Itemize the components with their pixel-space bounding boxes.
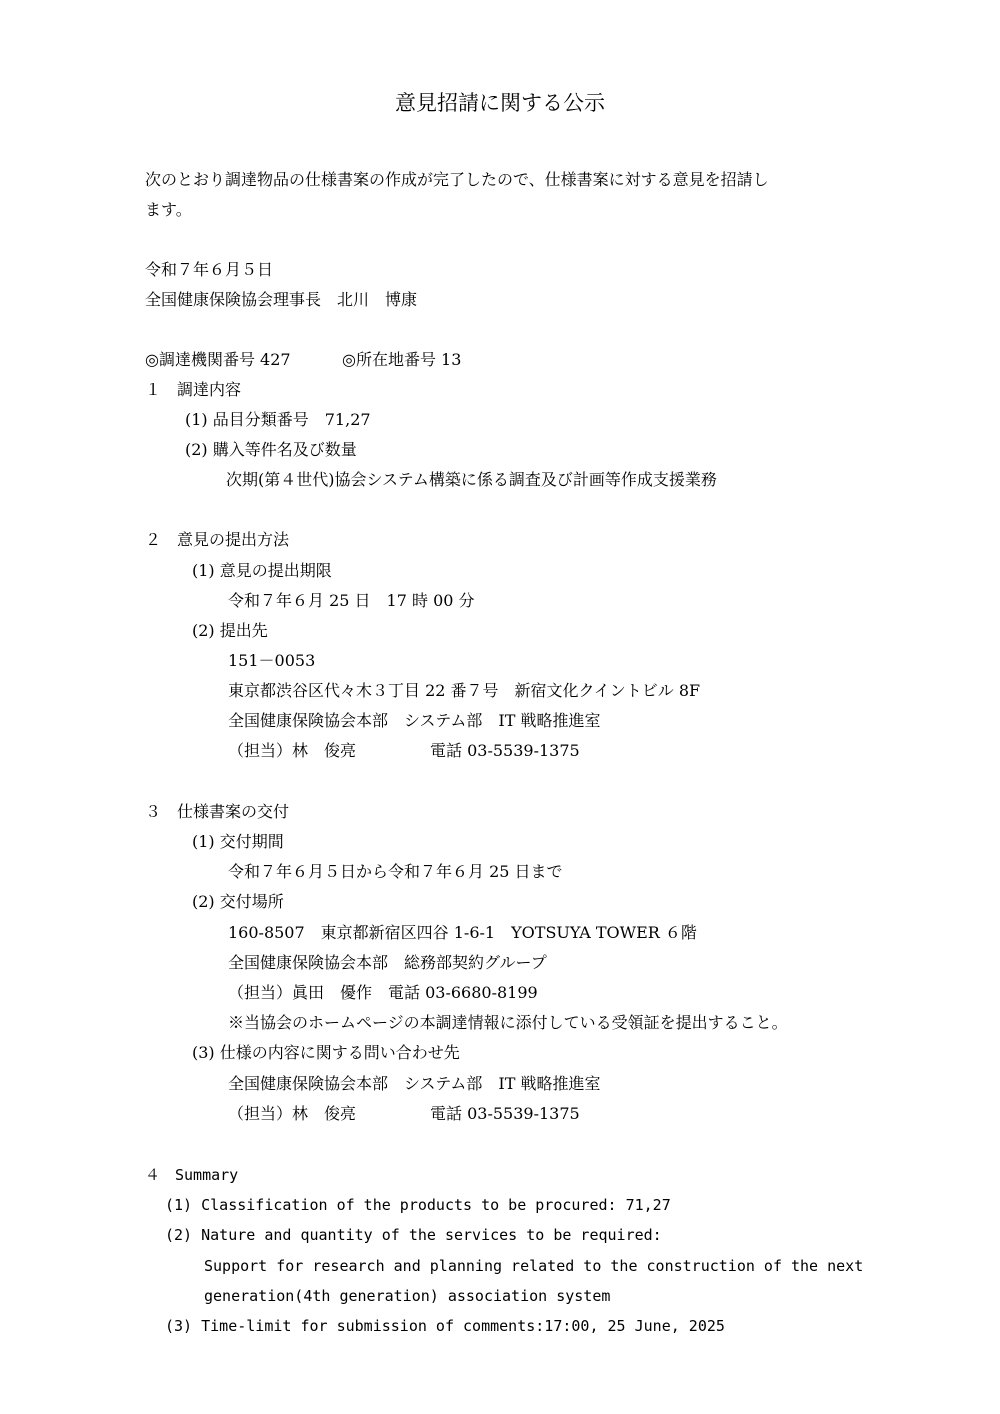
section-2-contact: （担当）林 俊亮 <box>228 741 357 760</box>
intro-line-2: ます。 <box>145 200 192 219</box>
section-3-note: ※当協会のホームページの本調達情報に添付している受領証を提出すること。 <box>228 1013 788 1032</box>
section-3-heading: ３ 仕様書案の交付 <box>145 802 290 821</box>
section-4-item-2-body-1: Support for research and planning related to the construction of the next <box>204 1257 864 1275</box>
section-2-item-2: (2) 提出先 <box>192 621 268 640</box>
section-2-org: 全国健康保険協会本部 システム部 IT 戦略推進室 <box>228 711 601 730</box>
section-3-contact: （担当）眞田 優作 電話 03-6680-8199 <box>228 983 538 1002</box>
section-3-address: 160-8507 東京都新宿区四谷 1-6-1 YOTSUYA TOWER ６階 <box>228 923 697 942</box>
issuer: 全国健康保険協会理事長 北川 博康 <box>145 290 418 309</box>
section-2-item-1: (1) 意見の提出期限 <box>192 561 332 580</box>
section-2-postal-code: 151－0053 <box>228 651 316 670</box>
section-4-item-3: (3) Time-limit for submission of comments:17:00, 25 June, 2025 <box>165 1317 725 1335</box>
section-4-item-1: (1) Classification of the products to be procured: 71,27 <box>165 1196 671 1214</box>
agency-code: ◎調達機関番号 427 <box>145 350 291 369</box>
section-2-deadline: 令和７年６月 25 日 17 時 00 分 <box>228 591 475 610</box>
section-3-inquiry-contact: （担当）林 俊亮 <box>228 1104 357 1123</box>
section-4-heading: ４ Summary <box>145 1166 239 1184</box>
section-4-item-2: (2) Nature and quantity of the services to be required: <box>165 1226 662 1244</box>
section-2-phone: 電話 03-5539-1375 <box>430 741 580 760</box>
section-1-item-1: (1) 品目分類番号 71,27 <box>185 410 371 429</box>
section-2-heading: ２ 意見の提出方法 <box>145 530 290 549</box>
location-code: ◎所在地番号 13 <box>342 350 462 369</box>
section-1-item-2: (2) 購入等件名及び数量 <box>185 440 357 459</box>
page-title: 意見招請に関する公示 <box>395 91 605 115</box>
section-1-item-2-body: 次期(第４世代)協会システム構築に係る調査及び計画等作成支援業務 <box>226 470 717 489</box>
section-3-inquiry-org: 全国健康保険協会本部 システム部 IT 戦略推進室 <box>228 1074 601 1093</box>
section-3-period: 令和７年６月５日から令和７年６月 25 日まで <box>228 862 563 881</box>
section-3-org: 全国健康保険協会本部 総務部契約グループ <box>228 953 547 972</box>
section-3-inquiry-phone: 電話 03-5539-1375 <box>430 1104 580 1123</box>
section-2-address: 東京都渋谷区代々木３丁目 22 番７号 新宿文化クイントビル 8F <box>228 681 701 700</box>
section-3-item-1: (1) 交付期間 <box>192 832 284 851</box>
notice-date: 令和７年６月５日 <box>145 260 274 279</box>
section-4-item-2-body-2: generation(4th generation) association system <box>204 1287 611 1305</box>
section-3-item-2: (2) 交付場所 <box>192 892 284 911</box>
section-1-heading: １ 調達内容 <box>145 380 242 399</box>
section-3-item-3: (3) 仕様の内容に関する問い合わせ先 <box>192 1043 460 1062</box>
intro-line-1: 次のとおり調達物品の仕様書案の作成が完了したので、仕様書案に対する意見を招請し <box>145 170 769 189</box>
